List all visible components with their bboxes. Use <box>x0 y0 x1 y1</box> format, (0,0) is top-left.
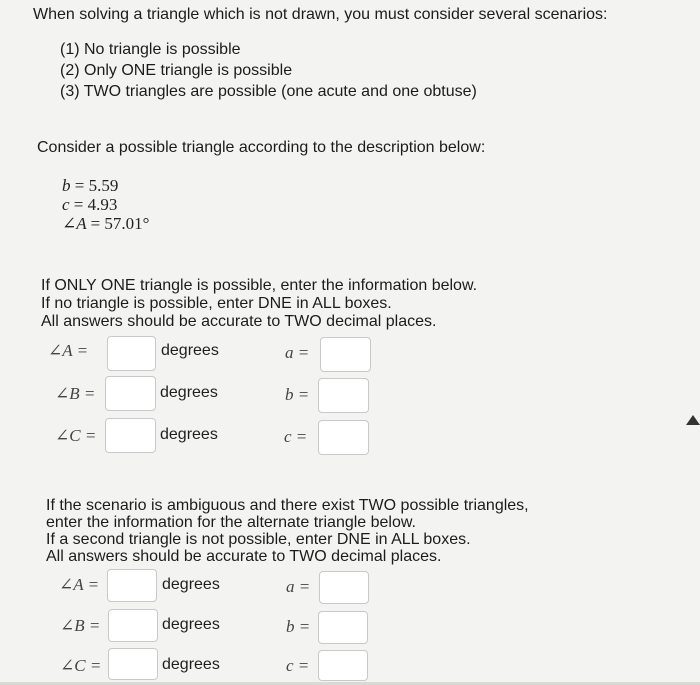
two-angle-b-input[interactable] <box>108 609 158 642</box>
two-instruction-3: If a second triangle is not possible, enter DNE in ALL boxes. <box>46 531 471 548</box>
two-instruction-4: All answers should be accurate to TWO decimal places. <box>46 548 442 565</box>
two-instruction-1: If the scenario is ambiguous and there exist TWO possible triangles, <box>46 497 529 514</box>
problem-lead: Consider a possible triangle according to the description below: <box>37 139 486 156</box>
one-side-b-label: b = <box>285 385 310 404</box>
one-angle-b-input[interactable] <box>105 376 156 411</box>
one-angle-c-input[interactable] <box>105 418 156 453</box>
one-angle-a-input[interactable] <box>107 336 156 371</box>
two-angle-b-unit: degrees <box>162 616 220 633</box>
two-side-b-label: b = <box>286 617 311 636</box>
given-b: b = 5.59 <box>62 176 119 195</box>
intro-heading: When solving a triangle which is not drawn, you must consider several scenarios: <box>33 6 608 23</box>
two-angle-c-unit: degrees <box>162 656 220 673</box>
two-side-c-label: c = <box>286 656 310 675</box>
two-angle-c-input[interactable] <box>108 648 158 680</box>
one-side-c-label: c = <box>284 427 308 446</box>
scenario-3: (3) TWO triangles are possible (one acute and one obtuse) <box>60 83 477 100</box>
given-angle-a: ∠A = 57.01° <box>62 214 150 233</box>
one-instruction-1: If ONLY ONE triangle is possible, enter the information below. <box>41 277 478 294</box>
one-side-a-label: a = <box>285 343 310 362</box>
one-side-a-input[interactable] <box>320 337 371 372</box>
one-angle-a-unit: degrees <box>161 342 219 359</box>
two-angle-a-unit: degrees <box>162 576 220 593</box>
one-angle-b-label: ∠B = <box>55 384 96 403</box>
given-c: c = 4.93 <box>62 195 118 214</box>
two-side-a-label: a = <box>286 577 311 596</box>
one-angle-c-label: ∠C = <box>55 426 97 445</box>
one-angle-a-label: ∠A = <box>48 341 89 360</box>
two-angle-a-input[interactable] <box>107 569 157 602</box>
one-instruction-2: If no triangle is possible, enter DNE in ALL boxes. <box>41 295 392 312</box>
one-angle-b-unit: degrees <box>160 384 218 401</box>
one-side-c-input[interactable] <box>318 420 369 455</box>
one-side-b-input[interactable] <box>318 378 369 413</box>
one-instruction-3: All answers should be accurate to TWO decimal places. <box>41 313 437 330</box>
one-angle-c-unit: degrees <box>160 426 218 443</box>
two-side-c-input[interactable] <box>318 650 368 681</box>
two-angle-b-label: ∠B = <box>60 616 101 635</box>
two-side-b-input[interactable] <box>318 611 368 644</box>
two-instruction-2: enter the information for the alternate triangle below. <box>46 514 416 531</box>
two-side-a-input[interactable] <box>319 571 369 604</box>
two-angle-c-label: ∠C = <box>60 656 102 675</box>
two-angle-a-label: ∠A = <box>59 575 100 594</box>
mouse-cursor-icon <box>686 415 700 425</box>
scenario-2: (2) Only ONE triangle is possible <box>60 62 293 79</box>
scenario-1: (1) No triangle is possible <box>60 41 241 58</box>
